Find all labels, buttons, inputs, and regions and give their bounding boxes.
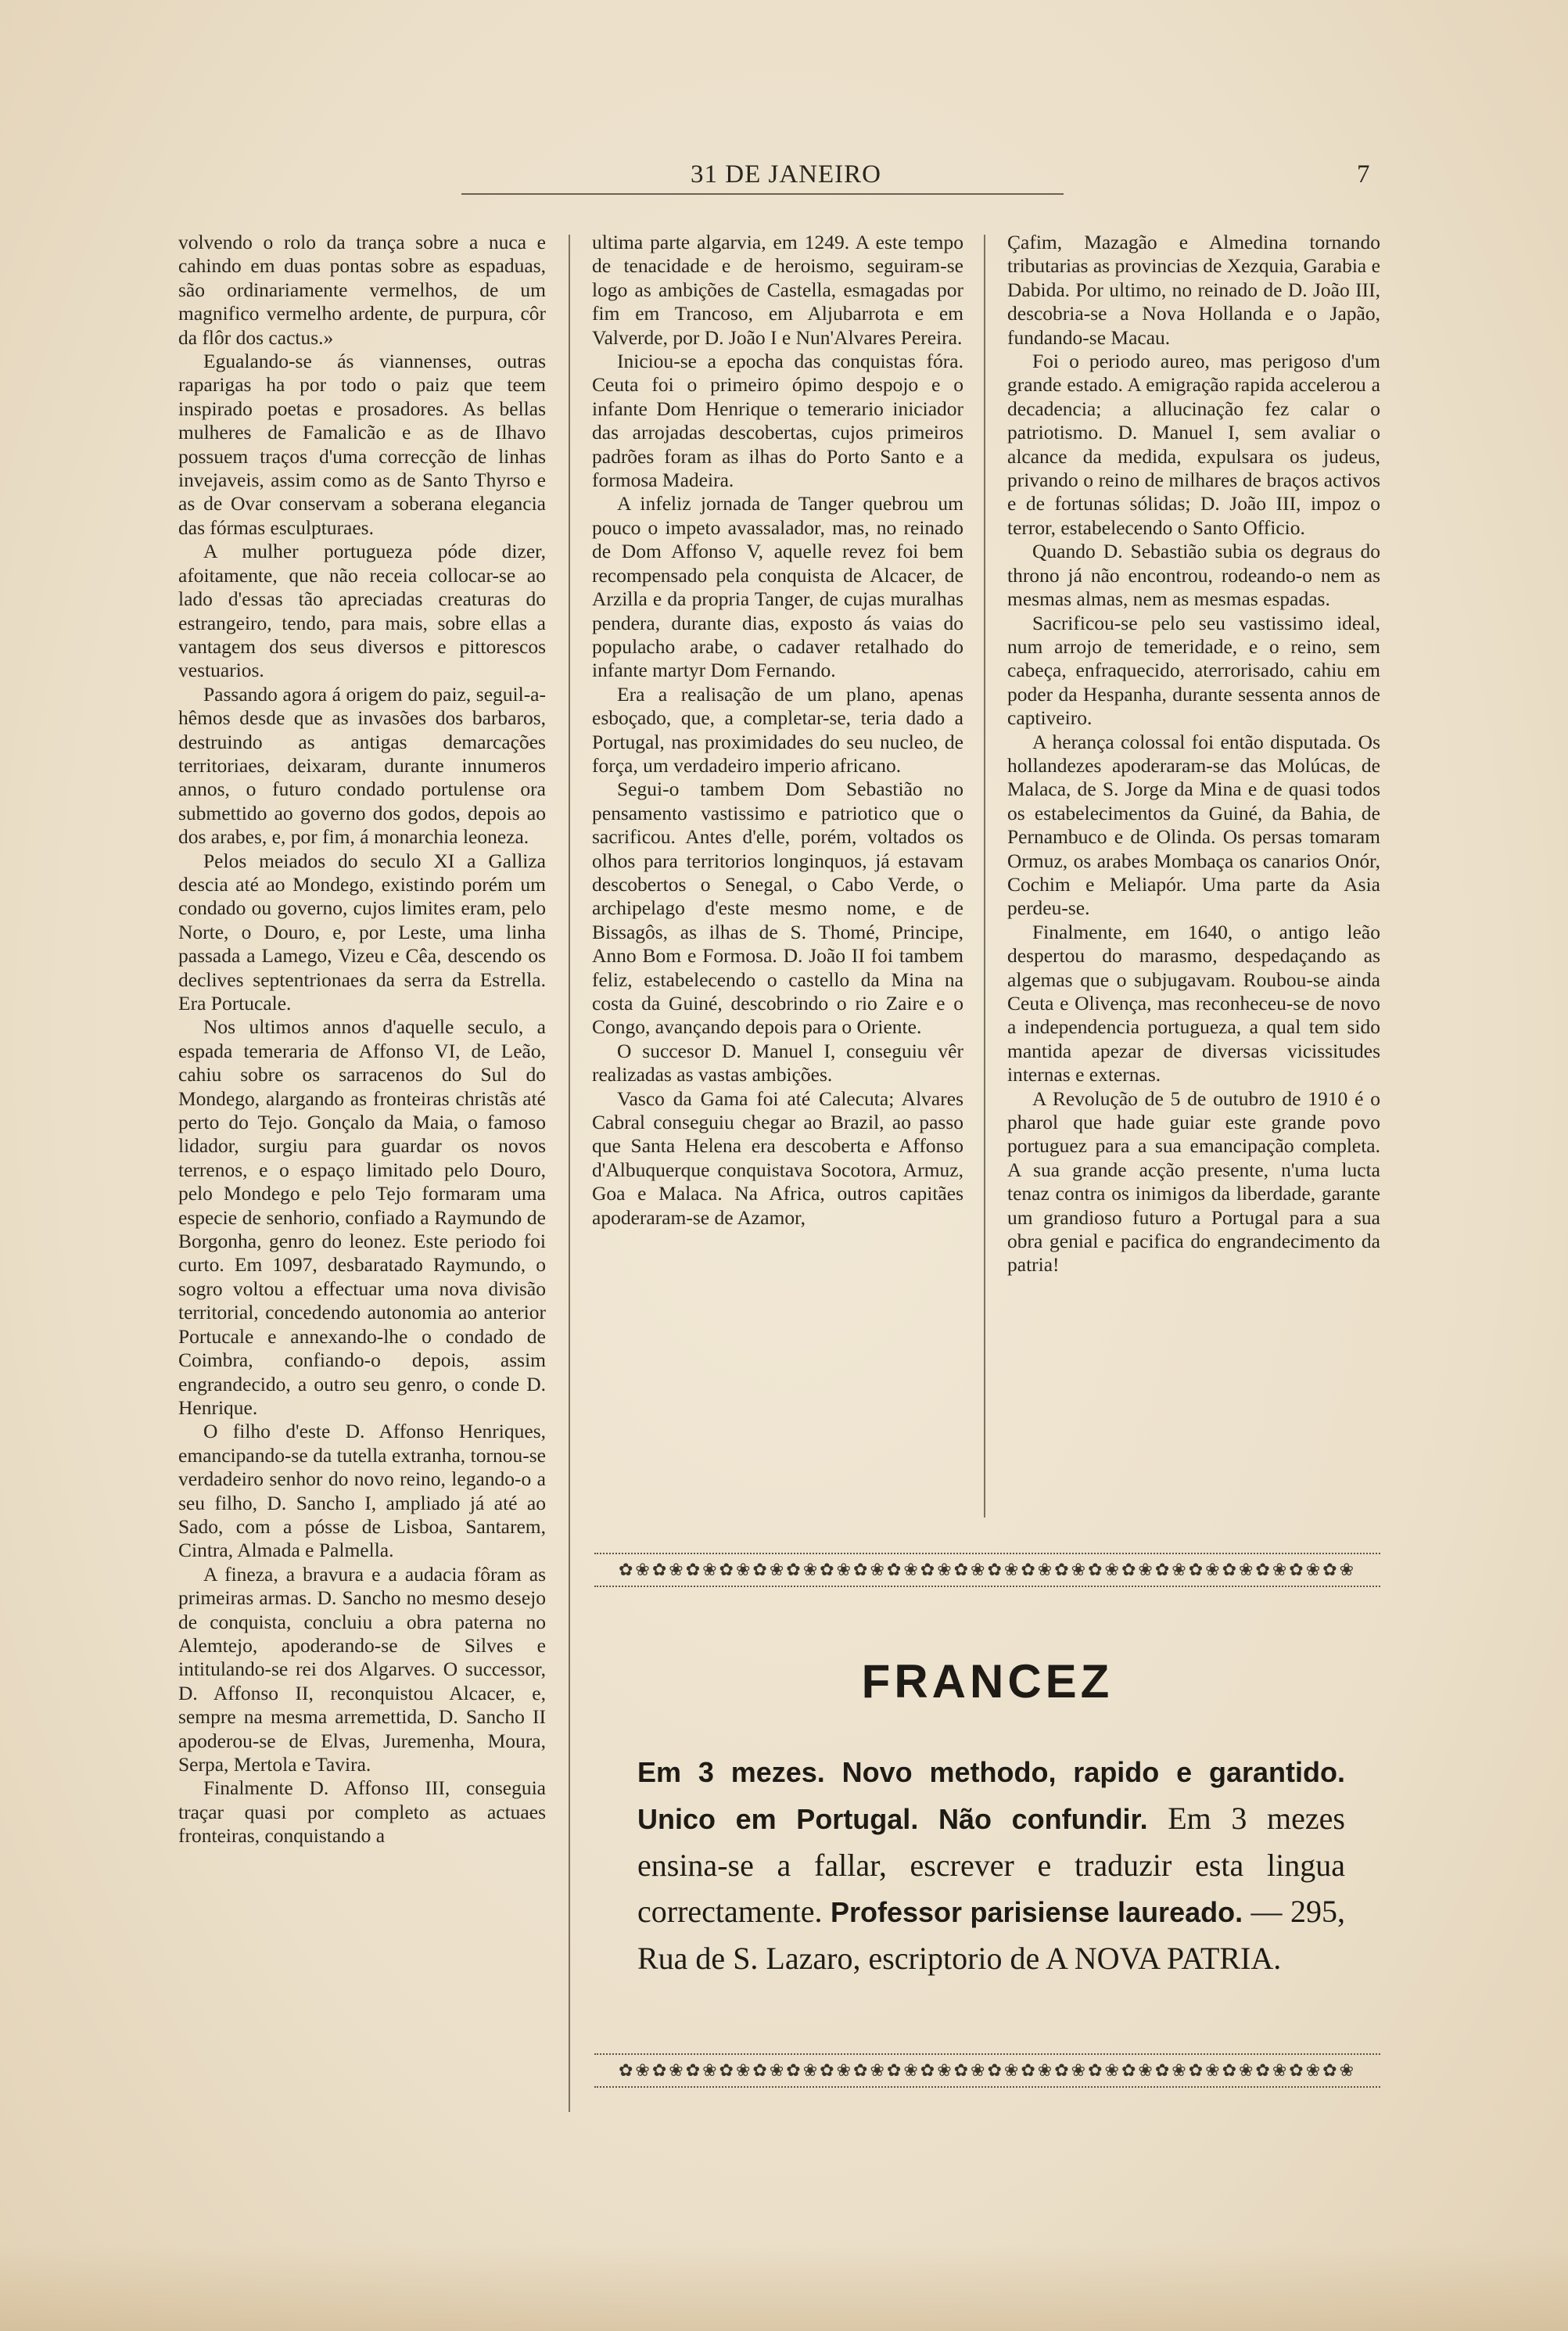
paragraph: Quando D. Sebastião subia os degraus do throno já não encontrou, rodeando-o nem as mesmas almas, nem as mesmas espadas. [1007, 540, 1380, 611]
column-divider [569, 235, 570, 2112]
paragraph: Pelos meiados do seculo XI a Galliza descia até ao Mondego, existindo porém um condado ou governo, cujos limites eram, pelo Norte, o Douro, e, por Leste, uma linha passada a Lamego, Vizeu e Cêa, descendo os declives septentrionaes da serra da Estrella. Era Portucale. [178, 849, 546, 1015]
paragraph: Nos ultimos annos d'aquelle seculo, a espada temeraria de Affonso VI, de Leão, cahiu sobre os sarracenos do Sul do Mondego, alargando as fronteiras christãs até perto do Tejo. Gonçalo da Maia, o famoso lidador, surgiu para guardar os novos terrenos, e o espaço limitado pelo Douro, pelo Mondego e pelo Tejo formaram uma especie de senhorio, confiado a Raymundo de Borgonha, genro do leonez. Este periodo foi curto. Em 1097, desbaratado Raymundo, o sogro voltou a effectuar uma nova divisão territorial, concedendo autonomia ao anterior Portucale e annexando-lhe o condado de Coimbra, confiando-o depois, assim engrandecido, a outro seu genro, o conde D. Henrique. [178, 1015, 546, 1419]
advertisement-bold-text: Em 3 mezes. Novo methodo, rapido e garantido. Unico em Portugal. Não confundir. [637, 1756, 1345, 1835]
paragraph: volvendo o rolo da trança sobre a nuca e cahindo em duas pontas sobre as espaduas, são ordinariamente vermelhos, de um magnifico vermelho ardente, de purpura, côr da flôr dos cactus.» [178, 231, 546, 349]
paragraph: A herança colossal foi então disputada. Os hollandezes apoderaram-se das Molúcas, de Malaca, de S. Jorge da Mina e de quasi todos os estabelecimentos da Guiné, da Bahia, de Pernambuco e de Olinda. Os persas tomaram Ormuz, os arabes Mombaça os canarios Onór, Cochim e Meliapór. Uma parte da Asia perdeu-se. [1007, 730, 1380, 920]
paragraph: Çafim, Mazagão e Almedina tornando tributarias as provincias de Xezquia, Garabia e Dabida. Por ultimo, no reinado de D. João III, descobria-se a Nova Hollanda e o Japão, fundando-se Macau. [1007, 231, 1380, 349]
paragraph: A mulher portugueza póde dizer, afoitamente, que não receia collocar-se ao lado d'essas tão apreciadas creaturas do estrangeiro, tendo, para mais, sobre ellas a vantagem dos seus diversos e pittorescos vestuarios. [178, 540, 546, 682]
page-stain [0, 2245, 1568, 2331]
paragraph: Vasco da Gama foi até Calecuta; Alvares Cabral conseguiu chegar ao Brazil, ao passo que Santa Helena era descoberta e Affonso d'Albuquerque conquistava Socotora, Armuz, Goa e Malaca. Na Africa, outros capitães apoderaram-se de Azamor, [592, 1086, 963, 1229]
advertisement-body [637, 1748, 1345, 1981]
advertisement-title: FRANCEZ [861, 1655, 1114, 1708]
advertisement-text: — 295, Rua de S. Lazaro, escriptorio de A NOVA PATRIA. [637, 1894, 1345, 1976]
column-divider [984, 235, 985, 1517]
article-column-3 [1007, 231, 1380, 1277]
advertisement-francez [594, 1553, 1380, 2132]
paragraph: Segui-o tambem Dom Sebastião no pensamento vastissimo e patriotico que o sacrificou. Antes d'elle, porém, voltados os olhos para territorios longinquos, já estavam descobertos o Senegal, o Cabo Verde, o archipelago d'este mesmo nome, e de Bissagôs, as ilhas de S. Thomé, Principe, Anno Bom e Formosa. D. João II foi tambem feliz, estabelecendo o castello da Mina na costa da Guiné, descobrindo o rio Zaire e o Congo, avançando depois para o Oriente. [592, 778, 963, 1039]
header-rule [461, 193, 1064, 195]
paragraph: A Revolução de 5 de outubro de 1910 é o pharol que hade guiar este grande povo portuguez para a sua emancipação completa. A sua grande acção presente, n'uma lucta tenaz contra os inimigos da liberdade, garante um grandioso futuro a Portugal para a sua obra genial e pacifica do engrandecimento da patria! [1007, 1086, 1380, 1277]
paragraph: ultima parte algarvia, em 1249. A este tempo de tenacidade e de heroismo, seguiram-se logo as ambições de Castella, esmagadas por fim em Trancoso, em Aljubarrota e em Valverde, por D. João I e Nun'Alvares Pereira. [592, 231, 963, 349]
paragraph: Passando agora á origem do paiz, seguil-a-hêmos desde que as invasões dos barbaros, destruindo as antigas demarcações territoriaes, deixaram, durante innumeros annos, o futuro condado portulense ora submettido ao governo dos godos, depois ao dos arabes, e, por fim, á monarchia leoneza. [178, 682, 546, 849]
paragraph: Finalmente D. Affonso III, conseguia traçar quasi por completo as actuaes fronteiras, conquistando a [178, 1776, 546, 1848]
paragraph: O filho d'este D. Affonso Henriques, emancipando-se da tutella extranha, tornou-se verdadeiro senhor do novo reino, legando-o a seu filho, D. Sancho I, ampliado já até ao Sado, com a pósse de Lisboa, Santarem, Cintra, Almada e Palmella. [178, 1420, 546, 1562]
paragraph: Era a realisação de um plano, apenas esboçado, que, a completar-se, teria dado a Portugal, nas proximidades do seu nucleo, de força, um verdadeiro imperio africano. [592, 682, 963, 777]
paragraph: A infeliz jornada de Tanger quebrou um pouco o impeto avassalador, mas, no reinado de Dom Affonso V, aquelle revez foi bem recompensado pela conquista de Alcacer, de Arzilla e da propria Tanger, de cujas muralhas pendera, durante dias, exposto ás vaias do populacho arabe, o cadaver retalhado do infante martyr Dom Fernando. [592, 492, 963, 682]
paragraph: Finalmente, em 1640, o antigo leão despertou do marasmo, despedaçando as algemas que o subjugavam. Roubou-se ainda Ceuta e Olivença, mas reconheceu-se de novo a independencia portugueza, a qual tem sido mantida apezar de diversas vicissitudes internas e externas. [1007, 920, 1380, 1086]
paragraph: Sacrificou-se pelo seu vastissimo ideal, num arrojo de temeridade, e o reino, sem cabeça, enfraquecido, aterrorisado, cahiu em poder da Hespanha, durante sessenta annos de captiveiro. [1007, 611, 1380, 730]
paragraph: Iniciou-se a epocha das conquistas fóra. Ceuta foi o primeiro ópimo despojo e o infante Dom Henrique o temerario iniciador das arrojadas descobertas, cujos primeiros padrões foram as ilhas do Porto Santo e a formosa Madeira. [592, 350, 963, 492]
ornament-border-top: ✿❀✿❀✿❀✿❀✿❀✿❀✿❀✿❀✿❀✿❀✿❀✿❀✿❀✿❀✿❀✿❀✿❀✿❀✿❀✿❀✿❀✿❀ [594, 1553, 1380, 1587]
paragraph: A fineza, a bravura e a audacia fôram as primeiras armas. D. Sancho no mesmo desejo de conquista, concluiu a obra paterna no Alemtejo, apoderando-se de Silves e intitulando-se rei dos Algarves. O successor, D. Affonso II, reconquistou Alcacer, e, sempre na mesma arremettida, D. Sancho II apoderou-se de Elvas, Juremenha, Moura, Serpa, Mertola e Tavira. [178, 1562, 546, 1776]
advertisement-bold-text: Professor parisiense laureado. [830, 1896, 1243, 1928]
paragraph: O succesor D. Manuel I, conseguiu vêr realizadas as vastas ambições. [592, 1039, 963, 1086]
paragraph: Egualando-se ás viannenses, outras raparigas ha por todo o paiz que teem inspirado poetas e prosadores. As bellas mulheres de Famalicão e as de Ilhavo possuem traços d'uma correcção de linhas invejaveis, assim como as de Santo Thyrso e as de Ovar conservam a soberana elegancia das fórmas esculpturaes. [178, 350, 546, 539]
running-title: 31 DE JANEIRO [691, 160, 881, 189]
paragraph: Foi o periodo aureo, mas perigoso d'um grande estado. A emigração rapida accelerou a decadencia; a allucinação fez calar o patriotismo. D. Manuel I, sem avaliar o alcance da medida, expulsara os judeus, privando o reino de milhares de braços activos e de fortunas sólidas; D. João III, impoz o terror, estabelecendo o Santo Officio. [1007, 350, 1380, 539]
article-column-2 [592, 231, 963, 1230]
page-header [0, 160, 1568, 192]
ornament-border-bottom: ✿❀✿❀✿❀✿❀✿❀✿❀✿❀✿❀✿❀✿❀✿❀✿❀✿❀✿❀✿❀✿❀✿❀✿❀✿❀✿❀✿❀✿❀ [594, 2053, 1380, 2088]
article-column-1 [178, 231, 546, 1848]
advertisement-text: Em 3 mezes ensina-se a fallar, escrever e traduzir esta lingua correctamente. [637, 1801, 1345, 1929]
page-number: 7 [1357, 160, 1370, 189]
